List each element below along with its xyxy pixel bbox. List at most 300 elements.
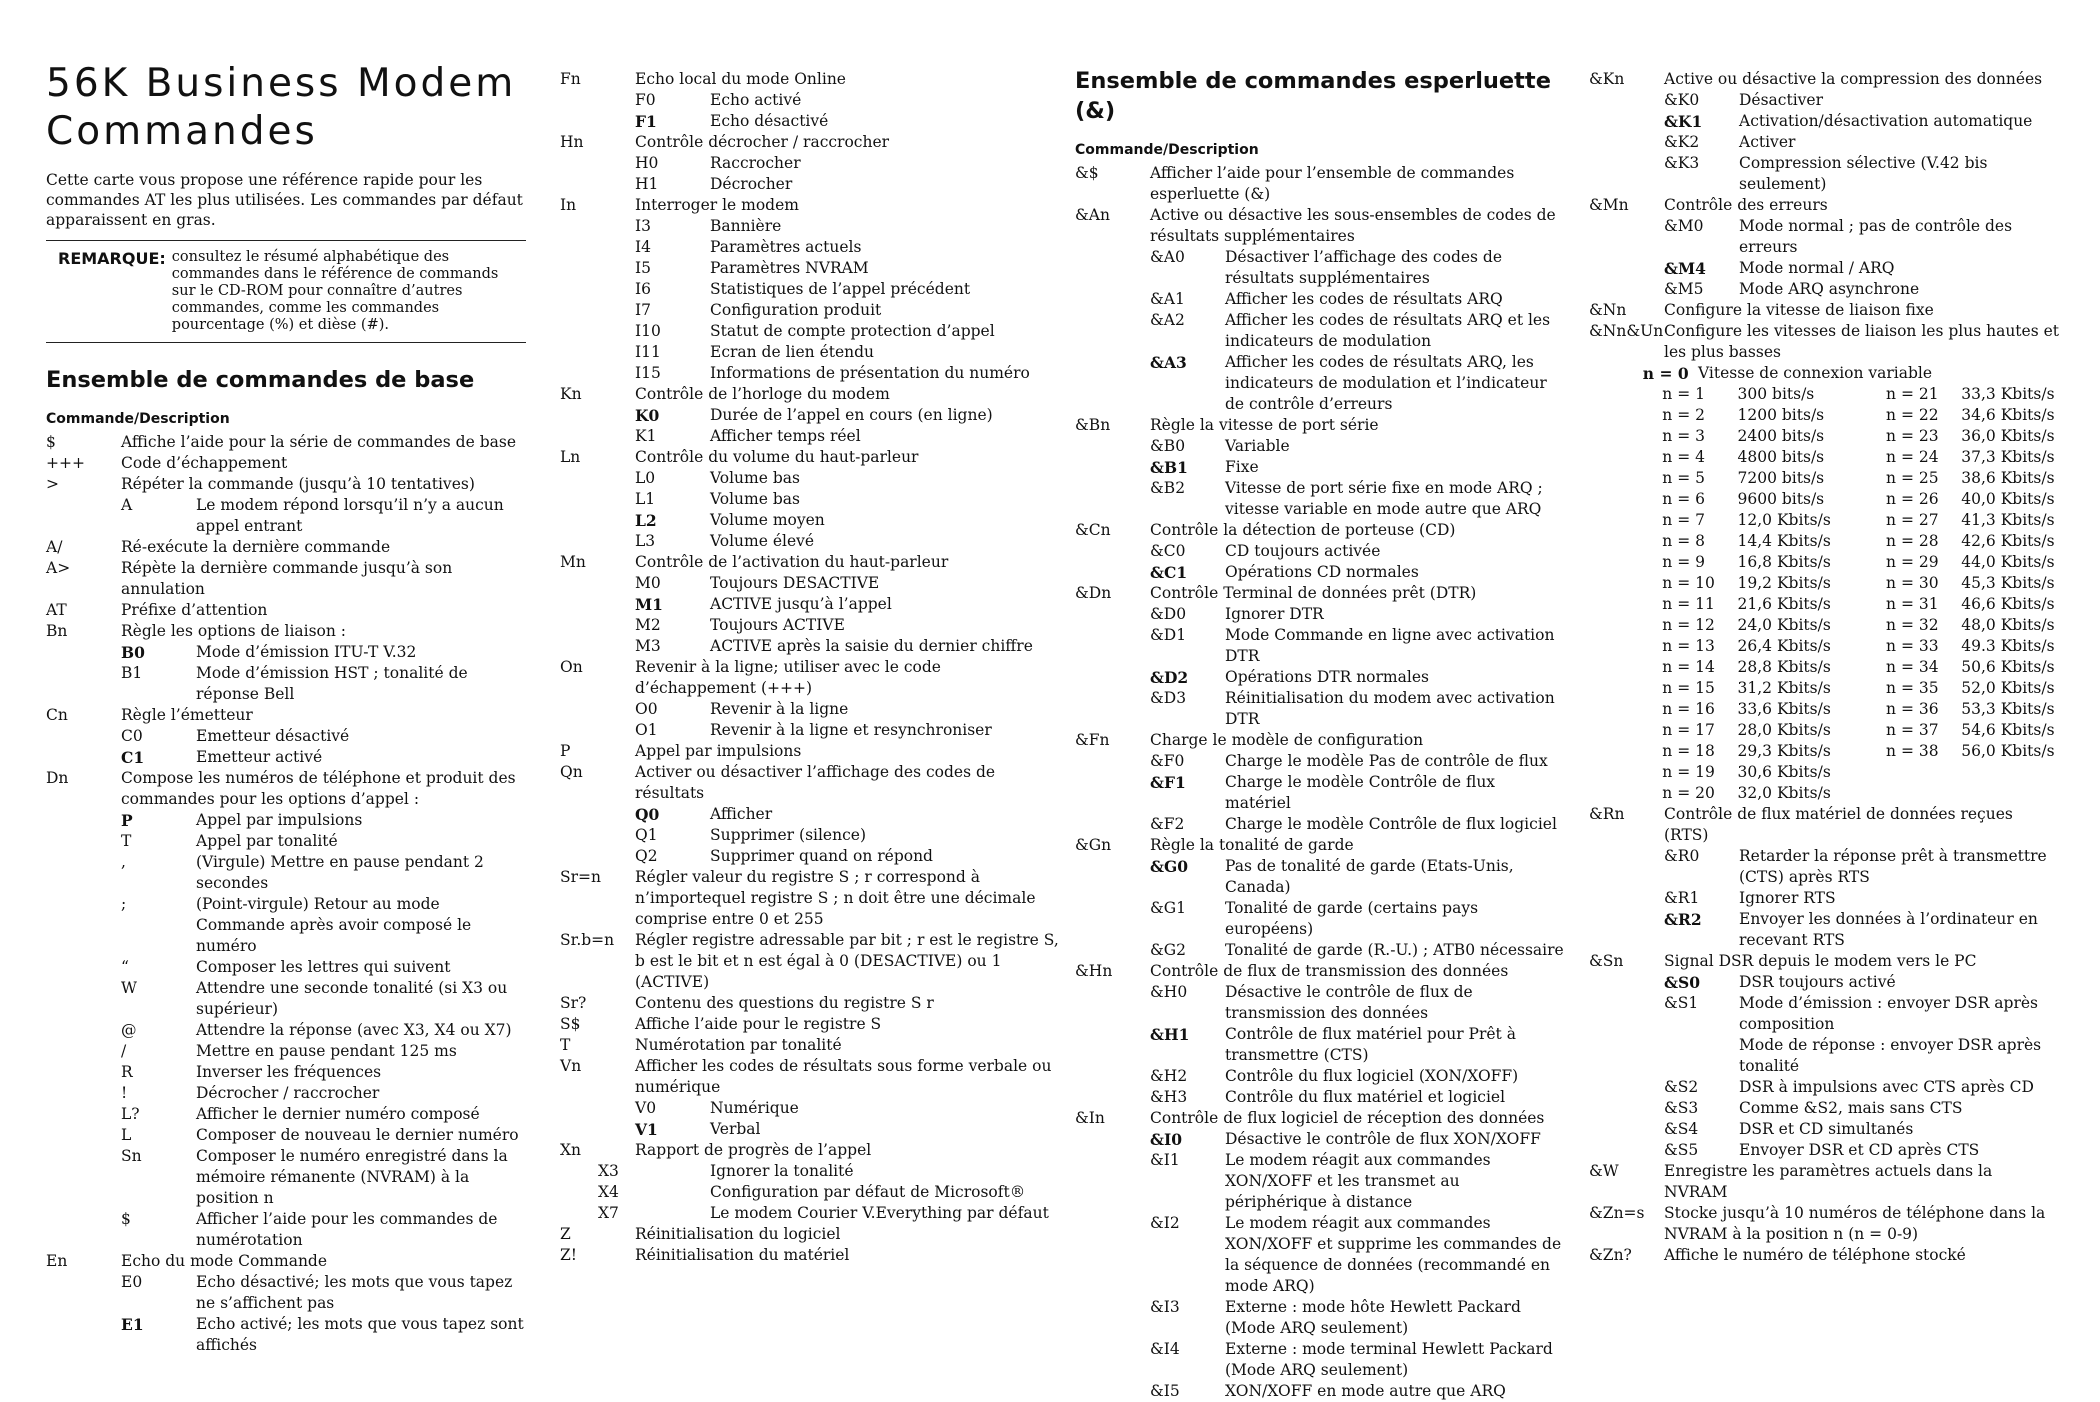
rate-cell: 45,3 Kbits/s bbox=[1961, 574, 2055, 592]
command-description: Contrôle de flux matériel de données reçues (RTS) bbox=[1664, 805, 2013, 844]
command-description: Compose les numéros de téléphone et produit des commandes pour les options d’appel : bbox=[121, 769, 516, 808]
command-row bbox=[1075, 163, 1565, 205]
command-row bbox=[46, 621, 526, 642]
command-description: Retarder la réponse prêt à transmettre (CTS) après RTS bbox=[1739, 847, 2047, 886]
command-description: Mode ARQ asynchrone bbox=[1739, 280, 1920, 298]
command-row bbox=[560, 216, 1060, 237]
command-row bbox=[560, 615, 1060, 636]
command-description: Affiche le numéro de téléphone stocké bbox=[1664, 1246, 1966, 1264]
command-description: Tonalité de garde (R.-U.) ; ATB0 nécessaire bbox=[1225, 941, 1564, 959]
rate-cell: 1200 bits/s bbox=[1737, 406, 1825, 424]
command-row bbox=[1589, 132, 2059, 153]
command-code: F1 bbox=[635, 112, 657, 131]
command-description: Fixe bbox=[1225, 458, 1259, 476]
command-description: Vitesse de port série fixe en mode ARQ ; vitesse variable en mode autre que ARQ bbox=[1225, 479, 1543, 518]
command-code: L0 bbox=[635, 469, 656, 487]
command-code: Sr.b=n bbox=[560, 931, 615, 949]
command-code: L bbox=[121, 1126, 132, 1144]
command-row bbox=[1075, 583, 1565, 604]
command-code: &R2 bbox=[1664, 910, 1702, 929]
basic-section-title: Ensemble de commandes de base bbox=[46, 367, 475, 393]
command-description: Le modem réagit aux commandes XON/XOFF et supprime les commandes de la séquence de données (recommandé en mode ARQ) bbox=[1225, 1214, 1562, 1295]
command-description: Affiche l’aide pour le registre S bbox=[635, 1015, 882, 1033]
command-row bbox=[560, 342, 1060, 363]
command-code: Sr=n bbox=[560, 868, 601, 886]
command-code: &M4 bbox=[1664, 259, 1706, 278]
command-row bbox=[1075, 625, 1565, 667]
command-description: Afficher l’aide pour les commandes de numérotation bbox=[196, 1210, 498, 1249]
command-code: &F0 bbox=[1150, 752, 1185, 770]
command-code: O1 bbox=[635, 721, 658, 739]
command-description: Configure les vitesses de liaison les plus hautes et les plus basses bbox=[1664, 322, 2059, 361]
command-description: Numérique bbox=[710, 1099, 799, 1117]
rate-cell: n = 2 bbox=[1662, 406, 1705, 424]
command-description: Contrôle des erreurs bbox=[1664, 196, 1828, 214]
command-code: @ bbox=[121, 1021, 137, 1039]
command-row bbox=[560, 1140, 1060, 1161]
note-box bbox=[46, 240, 526, 343]
command-row bbox=[46, 852, 526, 894]
command-code: &Nn bbox=[1589, 301, 1627, 319]
command-code: &K0 bbox=[1664, 91, 1700, 109]
command-description: Inverser les fréquences bbox=[196, 1063, 382, 1081]
command-code: E1 bbox=[121, 1315, 144, 1334]
rate-cell: n = 33 bbox=[1886, 637, 1939, 655]
command-row bbox=[1589, 111, 2059, 132]
command-code: Ln bbox=[560, 448, 581, 466]
command-row bbox=[1075, 856, 1565, 898]
command-description: Afficher les codes de résultats ARQ, les indicateurs de modulation et l’indicateur de contrôle d’erreurs bbox=[1225, 353, 1547, 413]
command-row bbox=[560, 447, 1060, 468]
command-row bbox=[560, 468, 1060, 489]
command-code: Sr? bbox=[560, 994, 587, 1012]
command-row bbox=[560, 1119, 1060, 1140]
command-description: Répète la dernière commande jusqu’à son annulation bbox=[121, 559, 453, 598]
command-description: Réinitialisation du matériel bbox=[635, 1246, 850, 1264]
command-code: &B2 bbox=[1150, 479, 1186, 497]
command-row bbox=[560, 153, 1060, 174]
command-description: Charge le modèle Contrôle de flux logiciel bbox=[1225, 815, 1557, 833]
command-code: X3 bbox=[598, 1162, 619, 1180]
command-description: Désactive le contrôle de flux de transmission des données bbox=[1225, 983, 1473, 1022]
command-description: Volume bas bbox=[710, 469, 800, 487]
command-description: Active ou désactive les sous-ensembles de codes de résultats supplémentaires bbox=[1150, 206, 1556, 245]
command-code: Sn bbox=[121, 1147, 142, 1165]
command-code: I3 bbox=[635, 217, 651, 235]
command-code: &Cn bbox=[1075, 521, 1111, 539]
command-description: Toujours ACTIVE bbox=[710, 616, 845, 634]
rate-cell: 33,6 Kbits/s bbox=[1737, 700, 1831, 718]
command-code: &B1 bbox=[1150, 458, 1188, 477]
command-description: Contrôle du flux matériel et logiciel bbox=[1225, 1088, 1506, 1106]
rate-cell bbox=[1886, 783, 1961, 804]
command-description: Composer le numéro enregistré dans la mémoire rémanente (NVRAM) à la position n bbox=[196, 1147, 508, 1207]
rate-cell: 40,0 Kbits/s bbox=[1961, 490, 2055, 508]
command-row bbox=[1589, 1119, 2059, 1140]
command-row bbox=[46, 1083, 526, 1104]
command-row bbox=[46, 558, 526, 600]
command-description: Revenir à la ligne et resynchroniser bbox=[710, 721, 992, 739]
command-description: Afficher les codes de résultats ARQ bbox=[1225, 290, 1503, 308]
command-description: Activation/désactivation automatique bbox=[1739, 112, 2033, 130]
command-row bbox=[1589, 1098, 2059, 1119]
command-description: Toujours DESACTIVE bbox=[710, 574, 880, 592]
rate-cell: 41,3 Kbits/s bbox=[1961, 511, 2055, 529]
command-row bbox=[1075, 1213, 1565, 1297]
command-row bbox=[46, 1209, 526, 1251]
page-title: 56K Business Modem Commandes bbox=[46, 61, 517, 154]
command-code: V0 bbox=[635, 1099, 657, 1117]
rate-row bbox=[1589, 615, 2059, 636]
rate-row bbox=[1589, 405, 2059, 426]
command-description: Réinitialisation du modem avec activation DTR bbox=[1225, 689, 1555, 728]
command-code: &K1 bbox=[1664, 112, 1703, 131]
command-description: Raccrocher bbox=[710, 154, 801, 172]
command-code: &I4 bbox=[1150, 1340, 1180, 1358]
command-row bbox=[1589, 1203, 2059, 1245]
amp-subhead: Commande/Description bbox=[1075, 142, 1259, 158]
command-code: M2 bbox=[635, 616, 661, 634]
command-row bbox=[560, 426, 1060, 447]
command-description: Volume élevé bbox=[710, 532, 815, 550]
command-code: &S4 bbox=[1664, 1120, 1699, 1138]
command-description: Ecran de lien étendu bbox=[710, 343, 875, 361]
command-row bbox=[560, 804, 1060, 825]
command-description: Le modem Courier V.Everything par défaut bbox=[710, 1204, 1049, 1222]
command-row bbox=[1589, 279, 2059, 300]
rate-row bbox=[1589, 447, 2059, 468]
command-row bbox=[560, 531, 1060, 552]
command-row bbox=[1589, 1077, 2059, 1098]
command-row bbox=[560, 636, 1060, 657]
command-row bbox=[46, 978, 526, 1020]
rate-cell: n = 6 bbox=[1662, 490, 1705, 508]
command-description: Echo désactivé; les mots que vous tapez ne s’affichent pas bbox=[196, 1273, 513, 1312]
rate-cell: 16,8 Kbits/s bbox=[1737, 553, 1831, 571]
command-description: Décrocher bbox=[710, 175, 793, 193]
command-row bbox=[46, 1251, 526, 1272]
command-code: P bbox=[121, 811, 133, 830]
command-row bbox=[1075, 289, 1565, 310]
rate-cell: n = 36 bbox=[1886, 700, 1939, 718]
command-description: Contrôle décrocher / raccrocher bbox=[635, 133, 890, 151]
command-code: &Kn bbox=[1589, 70, 1625, 88]
rate-cell: n = 26 bbox=[1886, 490, 1939, 508]
command-description: Mode Commande en ligne avec activation DTR bbox=[1225, 626, 1555, 665]
command-code: ; bbox=[121, 895, 127, 913]
command-description: Réinitialisation du logiciel bbox=[635, 1225, 841, 1243]
column-ampersand-1 bbox=[1075, 66, 1565, 1402]
command-row bbox=[1589, 321, 2059, 363]
command-code: &H3 bbox=[1150, 1088, 1188, 1106]
command-row bbox=[1075, 667, 1565, 688]
command-description: Compression sélective (V.42 bis seulement) bbox=[1739, 154, 1988, 193]
command-description: (Virgule) Mettre en pause pendant 2 secondes bbox=[196, 853, 484, 892]
command-code: T bbox=[560, 1036, 571, 1054]
command-description: Contenu des questions du registre S r bbox=[635, 994, 934, 1012]
command-description: Afficher temps réel bbox=[710, 427, 861, 445]
command-code: K0 bbox=[635, 406, 660, 425]
rate-cell: n = 38 bbox=[1886, 742, 1939, 760]
rate-cell: n = 12 bbox=[1662, 616, 1715, 634]
command-row bbox=[1075, 457, 1565, 478]
command-row bbox=[1589, 90, 2059, 111]
rate-cell: n = 34 bbox=[1886, 658, 1939, 676]
command-code: Xn bbox=[560, 1141, 582, 1159]
command-row bbox=[1075, 1150, 1565, 1213]
command-row bbox=[1589, 69, 2059, 90]
command-code: S$ bbox=[560, 1015, 581, 1033]
command-code: Dn bbox=[46, 769, 69, 787]
command-row bbox=[1589, 1245, 2059, 1266]
command-row bbox=[1589, 1035, 2059, 1077]
command-description: Affiche l’aide pour la série de commandes de base bbox=[121, 433, 516, 451]
rate-row bbox=[1589, 384, 2059, 405]
rate-cell: 34,6 Kbits/s bbox=[1961, 406, 2055, 424]
command-description: Echo activé; les mots que vous tapez sont affichés bbox=[196, 1315, 524, 1354]
command-description: Informations de présentation du numéro bbox=[710, 364, 1030, 382]
command-description: Composer les lettres qui suivent bbox=[196, 958, 451, 976]
command-code: &D1 bbox=[1150, 626, 1187, 644]
rate-cell: 26,4 Kbits/s bbox=[1737, 637, 1831, 655]
rate-cell: n = 19 bbox=[1662, 763, 1715, 781]
command-code: &Hn bbox=[1075, 962, 1113, 980]
command-row bbox=[1075, 1381, 1565, 1402]
command-description: Contrôle de l’horloge du modem bbox=[635, 385, 890, 403]
command-code: &W bbox=[1589, 1162, 1619, 1180]
rate-cell: n = 30 bbox=[1886, 574, 1939, 592]
command-row bbox=[560, 867, 1060, 930]
command-row bbox=[1589, 972, 2059, 993]
rate-row bbox=[1589, 363, 2059, 384]
command-code: &A1 bbox=[1150, 290, 1185, 308]
command-code: &I0 bbox=[1150, 1130, 1183, 1149]
rate-cell: 38,6 Kbits/s bbox=[1961, 469, 2055, 487]
command-description: Afficher les codes de résultats sous forme verbale ou numérique bbox=[635, 1057, 1052, 1096]
command-description: Variable bbox=[1225, 437, 1290, 455]
rate-row bbox=[1589, 489, 2059, 510]
rate-row bbox=[1589, 552, 2059, 573]
command-description: Répéter la commande (jusqu’à 10 tentatives) bbox=[121, 475, 475, 493]
command-description: Pas de tonalité de garde (Etats-Unis, Canada) bbox=[1225, 857, 1514, 896]
rate-cell: 36,0 Kbits/s bbox=[1961, 427, 2055, 445]
link-rate-table bbox=[1589, 363, 2059, 804]
command-code: &A3 bbox=[1150, 353, 1187, 372]
rate-cell: 28,0 Kbits/s bbox=[1737, 721, 1831, 739]
command-row bbox=[1075, 730, 1565, 751]
rate-cell: n = 10 bbox=[1662, 574, 1715, 592]
command-code: Vn bbox=[560, 1057, 582, 1075]
command-description: Activer bbox=[1739, 133, 1796, 151]
command-code: &H0 bbox=[1150, 983, 1188, 1001]
command-code: M3 bbox=[635, 637, 661, 655]
command-code bbox=[1589, 1035, 1739, 1077]
rate-row bbox=[1589, 762, 2059, 783]
command-description: Paramètres NVRAM bbox=[710, 259, 869, 277]
command-row bbox=[1075, 940, 1565, 961]
command-code: C1 bbox=[121, 748, 145, 767]
rate-row bbox=[1589, 636, 2059, 657]
command-code: V1 bbox=[635, 1120, 658, 1139]
rate-row bbox=[1589, 783, 2059, 804]
command-code: Z bbox=[560, 1225, 571, 1243]
command-row bbox=[46, 1125, 526, 1146]
command-code: &K2 bbox=[1664, 133, 1700, 151]
command-row bbox=[560, 573, 1060, 594]
command-row bbox=[560, 111, 1060, 132]
command-row bbox=[560, 762, 1060, 804]
rate-cell bbox=[1961, 762, 2059, 783]
command-code: E0 bbox=[121, 1273, 143, 1291]
rate-cell: 44,0 Kbits/s bbox=[1961, 553, 2055, 571]
command-description: Afficher les codes de résultats ARQ et les indicateurs de modulation bbox=[1225, 311, 1551, 350]
command-row bbox=[560, 1161, 1060, 1182]
rate-cell: 14,4 Kbits/s bbox=[1737, 532, 1831, 550]
rate-cell: n = 18 bbox=[1662, 742, 1715, 760]
command-description: Interroger le modem bbox=[635, 196, 799, 214]
command-code: W bbox=[121, 979, 137, 997]
command-code: &Sn bbox=[1589, 952, 1624, 970]
command-row bbox=[1589, 153, 2059, 195]
command-row bbox=[560, 132, 1060, 153]
command-code: &$ bbox=[1075, 164, 1099, 182]
command-description: Le modem réagit aux commandes XON/XOFF et les transmet au périphérique à distance bbox=[1225, 1151, 1491, 1211]
rate-cell: n = 22 bbox=[1886, 406, 1939, 424]
command-row bbox=[560, 258, 1060, 279]
command-row bbox=[46, 663, 526, 705]
rate-cell: n = 25 bbox=[1886, 469, 1939, 487]
command-description: DSR toujours activé bbox=[1739, 973, 1896, 991]
command-code: P bbox=[560, 742, 571, 760]
note-label: REMARQUE: bbox=[58, 249, 166, 268]
command-row bbox=[560, 237, 1060, 258]
command-row bbox=[1589, 846, 2059, 888]
rate-row bbox=[1589, 678, 2059, 699]
rate-cell: n = 28 bbox=[1886, 532, 1939, 550]
command-code: I5 bbox=[635, 259, 651, 277]
command-description: Règle la tonalité de garde bbox=[1150, 836, 1354, 854]
rate-cell: 19,2 Kbits/s bbox=[1737, 574, 1831, 592]
command-description: Rapport de progrès de l’appel bbox=[635, 1141, 872, 1159]
command-row bbox=[1075, 604, 1565, 625]
command-code: On bbox=[560, 658, 583, 676]
command-description: Numérotation par tonalité bbox=[635, 1036, 842, 1054]
command-code: L1 bbox=[635, 490, 656, 508]
rate-cell: n = 31 bbox=[1886, 595, 1939, 613]
command-description: Active ou désactive la compression des données bbox=[1664, 70, 2043, 88]
command-code: , bbox=[121, 853, 126, 871]
rate-row bbox=[1589, 657, 2059, 678]
command-row bbox=[1075, 1024, 1565, 1066]
command-description: Comme &S2, mais sans CTS bbox=[1739, 1099, 1963, 1117]
command-row bbox=[560, 300, 1060, 321]
command-row bbox=[1075, 478, 1565, 520]
command-row bbox=[560, 993, 1060, 1014]
command-row bbox=[1589, 216, 2059, 258]
command-description: CD toujours activée bbox=[1225, 542, 1381, 560]
command-code: &D3 bbox=[1150, 689, 1187, 707]
command-code: &F2 bbox=[1150, 815, 1185, 833]
rate-cell: n = 24 bbox=[1886, 448, 1939, 466]
command-code: Fn bbox=[560, 70, 581, 88]
command-row bbox=[46, 495, 526, 537]
command-description: Règle la vitesse de port série bbox=[1150, 416, 1379, 434]
command-row bbox=[1589, 300, 2059, 321]
command-code: &R0 bbox=[1664, 847, 1700, 865]
command-description: Afficher bbox=[710, 805, 773, 823]
command-description: Règle l’émetteur bbox=[121, 706, 253, 724]
rate-cell: n = 5 bbox=[1662, 469, 1705, 487]
command-row bbox=[560, 594, 1060, 615]
command-description: Stocke jusqu’à 10 numéros de téléphone dans la NVRAM à la position n (n = 0-9) bbox=[1664, 1204, 2046, 1243]
rate-row bbox=[1589, 531, 2059, 552]
command-description: Durée de l’appel en cours (en ligne) bbox=[710, 406, 993, 424]
command-code: &G0 bbox=[1150, 857, 1189, 876]
command-row bbox=[560, 930, 1060, 993]
command-row bbox=[1075, 352, 1565, 415]
command-row bbox=[46, 705, 526, 726]
command-code: &A2 bbox=[1150, 311, 1185, 329]
command-row bbox=[1075, 541, 1565, 562]
rate-cell: 32,0 Kbits/s bbox=[1737, 784, 1831, 802]
command-row bbox=[46, 1020, 526, 1041]
command-code: A bbox=[121, 496, 133, 514]
command-description: Verbal bbox=[710, 1120, 761, 1138]
command-description: Charge le modèle Pas de contrôle de flux bbox=[1225, 752, 1548, 770]
rate-cell: n = 8 bbox=[1662, 532, 1705, 550]
command-code: O0 bbox=[635, 700, 658, 718]
rate-cell: n = 21 bbox=[1886, 385, 1939, 403]
command-row bbox=[1589, 909, 2059, 951]
command-row bbox=[560, 1245, 1060, 1266]
command-row bbox=[46, 1314, 526, 1356]
command-code: &A0 bbox=[1150, 248, 1185, 266]
command-code: M1 bbox=[635, 595, 663, 614]
command-code: I10 bbox=[635, 322, 661, 340]
command-code: &I3 bbox=[1150, 1298, 1180, 1316]
command-description: Opérations CD normales bbox=[1225, 563, 1419, 581]
command-description: Revenir à la ligne; utiliser avec le code d’échappement (+++) bbox=[635, 658, 941, 697]
command-description: Revenir à la ligne bbox=[710, 700, 849, 718]
command-code: L2 bbox=[635, 511, 657, 530]
rate-cell: 42,6 Kbits/s bbox=[1961, 532, 2055, 550]
command-code: &Mn bbox=[1589, 196, 1629, 214]
command-description: Externe : mode terminal Hewlett Packard (Mode ARQ seulement) bbox=[1225, 1340, 1553, 1379]
command-description: Volume moyen bbox=[710, 511, 825, 529]
command-code: L? bbox=[121, 1105, 140, 1123]
command-code: &B0 bbox=[1150, 437, 1186, 455]
rate-cell: 300 bits/s bbox=[1737, 385, 1815, 403]
command-row bbox=[560, 279, 1060, 300]
basic-command-list-continued bbox=[560, 69, 1060, 1266]
command-description: Statut de compte protection d’appel bbox=[710, 322, 995, 340]
rate-row bbox=[1589, 699, 2059, 720]
rate-cell: 52,0 Kbits/s bbox=[1961, 679, 2055, 697]
command-description: Appel par tonalité bbox=[196, 832, 338, 850]
command-row bbox=[1075, 1108, 1565, 1129]
command-code: &K3 bbox=[1664, 154, 1700, 172]
command-row bbox=[1075, 247, 1565, 289]
rate-cell: n = 20 bbox=[1662, 784, 1715, 802]
command-description: Echo activé bbox=[710, 91, 802, 109]
command-description: Contrôle de flux de transmission des données bbox=[1150, 962, 1509, 980]
command-code: H1 bbox=[635, 175, 659, 193]
rate-cell: 28,8 Kbits/s bbox=[1737, 658, 1831, 676]
command-description: Appel par impulsions bbox=[635, 742, 802, 760]
command-code: AT bbox=[46, 601, 67, 619]
command-row bbox=[560, 174, 1060, 195]
command-row bbox=[1075, 415, 1565, 436]
